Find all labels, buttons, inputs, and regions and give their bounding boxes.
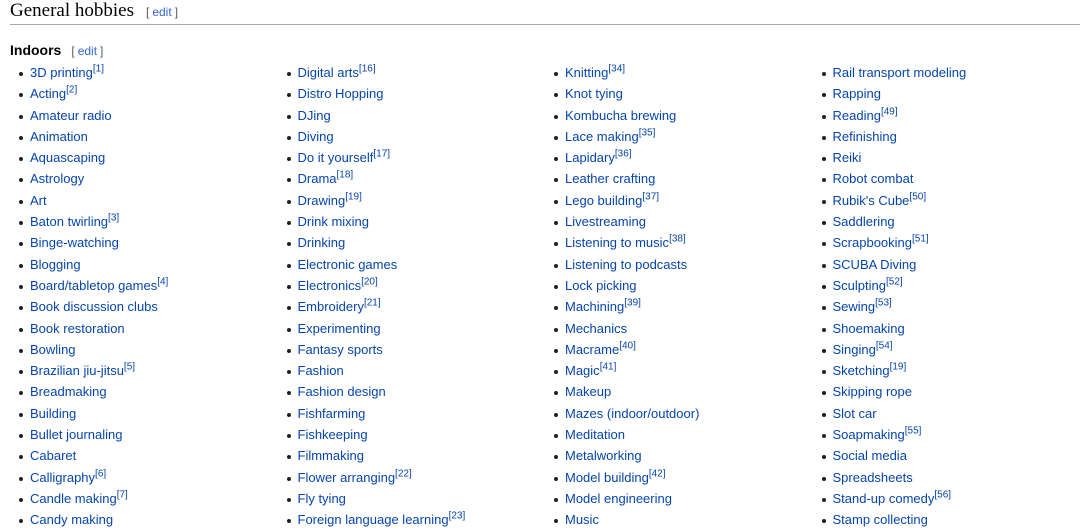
hobby-link[interactable]: Foreign language learning — [297, 512, 449, 528]
reference-link[interactable]: [52] — [885, 276, 903, 288]
hobby-link[interactable]: Livestreaming — [565, 214, 646, 230]
reference-link[interactable]: [41] — [599, 361, 617, 373]
hobby-link[interactable]: Bowling — [30, 341, 76, 357]
hobby-link[interactable]: Blogging — [30, 256, 81, 272]
list-item — [278, 83, 546, 104]
list-item — [10, 445, 278, 466]
list-item — [278, 424, 546, 445]
hobby-link[interactable]: Scrapbooking — [832, 235, 912, 251]
reference-link[interactable]: [40] — [619, 340, 636, 352]
reference-superscript — [669, 234, 686, 245]
list-item — [10, 105, 278, 126]
list-item — [278, 168, 546, 189]
hobby-link[interactable]: Book discussion clubs — [30, 299, 158, 315]
list-item — [545, 381, 813, 402]
hobby-link[interactable]: Acting — [30, 86, 67, 102]
reference-link[interactable]: [21] — [363, 297, 381, 309]
hobby-link[interactable]: Fashion design — [297, 384, 386, 400]
hobby-link[interactable]: Macrame — [565, 341, 620, 357]
list-item — [10, 488, 278, 509]
subsection-edit-button[interactable]: edit — [77, 44, 98, 58]
hobby-link[interactable]: DJing — [297, 107, 331, 123]
list-item — [545, 488, 813, 509]
hobby-link[interactable]: Music — [565, 512, 599, 528]
article-content — [10, 0, 1080, 59]
list-item — [10, 403, 278, 424]
list-item — [545, 232, 813, 253]
hobby-link[interactable]: Refinishing — [832, 128, 897, 144]
hobby-columns — [10, 62, 1080, 531]
hobby-link[interactable]: Candle making — [30, 490, 117, 506]
list-item — [545, 190, 813, 211]
hobby-link[interactable]: Knitting — [565, 65, 609, 80]
list-item — [278, 445, 546, 466]
reference-link[interactable]: [54] — [875, 340, 893, 352]
hobby-link[interactable]: Experimenting — [297, 320, 381, 336]
list-item — [278, 296, 546, 317]
hobby-column-4 — [813, 62, 1080, 531]
list-item — [10, 62, 278, 83]
reference-link[interactable]: [38] — [669, 234, 686, 246]
hobby-link[interactable]: Mazes (indoor/outdoor) — [565, 405, 700, 421]
hobby-link[interactable]: Drama — [297, 171, 337, 187]
hobby-link[interactable]: Fishkeeping — [297, 427, 368, 443]
list-item — [813, 381, 1080, 402]
hobby-link[interactable]: Electronics — [297, 277, 362, 293]
reference-link[interactable]: [49] — [880, 106, 898, 118]
hobby-link[interactable]: Model building — [565, 469, 649, 485]
list-item — [10, 318, 278, 339]
hobby-link[interactable]: Electronic games — [297, 256, 398, 272]
hobby-link[interactable]: Drawing — [297, 192, 346, 208]
reference-link[interactable]: [51] — [912, 234, 929, 246]
list-item — [813, 318, 1080, 339]
list-item — [813, 275, 1080, 296]
list-item — [545, 211, 813, 232]
hobby-link[interactable]: Soapmaking — [832, 427, 905, 443]
list-item — [278, 339, 546, 360]
list-item — [545, 403, 813, 424]
list-item — [545, 509, 813, 530]
reference-superscript — [449, 511, 466, 522]
section-edit-bracket-close: ] — [174, 5, 179, 19]
list-item — [545, 424, 813, 445]
reference-superscript — [337, 170, 354, 181]
hobby-link[interactable]: Reading — [832, 107, 881, 123]
list-item — [545, 467, 813, 488]
hobby-link[interactable]: Animation — [30, 128, 88, 144]
hobby-link[interactable]: Robot combat — [832, 171, 914, 187]
list-item — [813, 296, 1080, 317]
hobby-link[interactable]: Diving — [297, 128, 334, 144]
hobby-link[interactable]: Filmmaking — [297, 448, 364, 464]
hobby-link[interactable]: Digital arts — [297, 65, 359, 80]
list-item — [278, 381, 546, 402]
reference-superscript — [108, 213, 119, 224]
subsection-edit-bracket-open: [ — [71, 44, 75, 58]
list-item — [545, 168, 813, 189]
reference-superscript — [93, 64, 104, 75]
reference-superscript — [359, 64, 376, 75]
list-item — [278, 211, 546, 232]
list-item — [278, 275, 546, 296]
hobby-link[interactable]: Reiki — [832, 150, 862, 166]
list-item — [10, 339, 278, 360]
hobby-link[interactable]: Cabaret — [30, 448, 77, 464]
hobby-link[interactable]: Do it yourself — [297, 150, 374, 166]
reference-superscript — [876, 341, 893, 352]
list-item — [10, 232, 278, 253]
list-item — [10, 467, 278, 488]
hobby-link[interactable]: Binge-watching — [30, 235, 119, 251]
hobby-link[interactable]: Machining — [565, 299, 625, 315]
reference-superscript — [608, 64, 625, 75]
hobby-link[interactable]: Stamp collecting — [832, 512, 928, 528]
list-item — [10, 381, 278, 402]
reference-link[interactable]: [56] — [934, 489, 952, 501]
list-item — [278, 360, 546, 381]
reference-superscript — [373, 149, 390, 160]
list-item — [545, 360, 813, 381]
section-edit-link — [146, 5, 178, 19]
list-item — [813, 105, 1080, 126]
hobby-link[interactable]: Fly tying — [297, 490, 346, 506]
hobby-column-2 — [278, 62, 546, 531]
reference-link[interactable]: [19] — [889, 361, 907, 373]
reference-superscript — [909, 191, 926, 202]
hobby-link[interactable]: Metalworking — [565, 448, 642, 464]
list-item — [813, 488, 1080, 509]
list-item — [545, 339, 813, 360]
reference-link[interactable]: [53] — [875, 297, 892, 309]
section-heading — [10, 0, 1080, 25]
list-item — [813, 339, 1080, 360]
list-item — [278, 232, 546, 253]
reference-link[interactable]: [6] — [95, 468, 107, 480]
reference-link[interactable]: [34] — [608, 63, 626, 75]
reference-link[interactable]: [23] — [448, 510, 466, 522]
hobby-link[interactable]: Drink mixing — [297, 214, 370, 230]
list-item — [813, 254, 1080, 275]
hobby-link[interactable]: Meditation — [565, 427, 625, 443]
list-item — [813, 403, 1080, 424]
list-item — [278, 147, 546, 168]
hobby-link[interactable]: Listening to music — [565, 235, 670, 251]
hobby-link[interactable]: 3D printing — [30, 65, 93, 80]
reference-link[interactable]: [1] — [92, 63, 104, 75]
reference-link[interactable]: [2] — [66, 84, 78, 96]
hobby-link[interactable]: Knot tying — [565, 86, 623, 102]
reference-superscript — [66, 85, 77, 96]
reference-superscript — [117, 490, 128, 501]
list-item — [813, 360, 1080, 381]
hobby-link[interactable]: Social media — [832, 448, 907, 464]
hobby-link[interactable]: Listening to podcasts — [565, 256, 688, 272]
list-item — [278, 467, 546, 488]
hobby-link[interactable]: Book restoration — [30, 320, 125, 336]
reference-superscript — [361, 277, 378, 288]
hobby-link[interactable]: Embroidery — [297, 299, 364, 315]
list-item — [813, 190, 1080, 211]
hobby-link[interactable]: Rubik's Cube — [832, 192, 910, 208]
hobby-link[interactable]: Singing — [832, 341, 876, 357]
list-item — [813, 168, 1080, 189]
list-item — [10, 360, 278, 381]
reference-link[interactable]: [4] — [157, 276, 169, 288]
list-item — [10, 424, 278, 445]
reference-superscript — [905, 426, 922, 437]
hobby-link[interactable]: Amateur radio — [30, 107, 112, 123]
hobby-link[interactable]: Flower arranging — [297, 469, 396, 485]
list-item — [813, 147, 1080, 168]
hobby-link[interactable]: Lapidary — [565, 150, 615, 166]
reference-link[interactable]: [17] — [373, 148, 391, 160]
reference-link[interactable]: [18] — [336, 170, 354, 182]
reference-link[interactable]: [39] — [624, 297, 641, 309]
hobby-link[interactable]: Lock picking — [565, 277, 637, 293]
hobby-link[interactable]: Calligraphy — [30, 469, 96, 485]
list-item — [545, 62, 813, 83]
list-item — [813, 232, 1080, 253]
hobby-link[interactable]: Sculpting — [832, 277, 886, 293]
hobby-link[interactable]: Spreadsheets — [832, 469, 913, 485]
hobby-column-3 — [545, 62, 813, 531]
hobby-link[interactable]: Skipping rope — [832, 384, 912, 400]
list-item — [813, 211, 1080, 232]
list-item — [813, 445, 1080, 466]
hobby-link[interactable]: Distro Hopping — [297, 86, 384, 102]
reference-link[interactable]: [19] — [345, 191, 362, 203]
hobby-link[interactable]: Breadmaking — [30, 384, 107, 400]
hobby-link[interactable]: Candy making — [30, 512, 114, 528]
hobby-link[interactable]: Art — [30, 192, 47, 208]
hobby-link[interactable]: Baton twirling — [30, 214, 109, 230]
list-item — [278, 509, 546, 530]
reference-superscript — [881, 106, 898, 117]
hobby-column-1 — [10, 62, 278, 531]
hobby-link[interactable]: Rail transport modeling — [832, 65, 967, 80]
list-item — [278, 488, 546, 509]
reference-superscript — [615, 149, 632, 160]
hobby-link[interactable]: Slot car — [832, 405, 877, 421]
subsection-edit-link — [71, 44, 103, 58]
list-item — [813, 83, 1080, 104]
reference-superscript — [364, 298, 381, 309]
list-item — [278, 254, 546, 275]
list-item — [813, 467, 1080, 488]
reference-link[interactable]: [22] — [395, 468, 412, 480]
reference-link[interactable]: [5] — [123, 361, 136, 373]
list-item — [545, 445, 813, 466]
list-item — [813, 509, 1080, 530]
subsection-title: Indoors — [10, 42, 62, 58]
list-item — [278, 105, 546, 126]
reference-superscript — [890, 362, 907, 373]
list-item — [278, 318, 546, 339]
hobby-link[interactable]: Drinking — [297, 235, 346, 251]
section-title: General hobbies — [10, 0, 134, 21]
hobby-link[interactable]: Sewing — [832, 299, 876, 315]
list-item — [10, 275, 278, 296]
hobby-link[interactable]: Board/tabletop games — [30, 277, 158, 293]
reference-superscript — [124, 362, 135, 373]
reference-superscript — [395, 468, 412, 479]
hobby-link[interactable]: Makeup — [565, 384, 612, 400]
hobby-link[interactable]: Mechanics — [565, 320, 628, 336]
list-item — [545, 275, 813, 296]
reference-superscript — [886, 277, 903, 288]
list-item — [10, 190, 278, 211]
hobby-link[interactable]: Lace making — [565, 128, 639, 144]
hobby-link[interactable]: Lego building — [565, 192, 643, 208]
reference-superscript — [619, 341, 636, 352]
reference-superscript — [624, 298, 641, 309]
reference-link[interactable]: [35] — [638, 127, 656, 139]
hobby-link[interactable]: Bullet journaling — [30, 427, 123, 443]
subsection-heading — [10, 41, 1080, 59]
reference-link[interactable]: [36] — [614, 148, 632, 160]
list-item — [545, 126, 813, 147]
reference-superscript — [875, 298, 892, 309]
list-item — [545, 318, 813, 339]
section-edit-button[interactable]: edit — [152, 5, 172, 19]
list-item — [10, 168, 278, 189]
reference-superscript — [642, 191, 659, 202]
hobby-link[interactable]: Sketching — [832, 363, 890, 379]
reference-link[interactable]: [16] — [358, 63, 376, 75]
list-item — [278, 403, 546, 424]
hobby-link[interactable]: Brazilian jiu-jitsu — [30, 363, 124, 379]
reference-superscript — [600, 362, 617, 373]
reference-link[interactable]: [55] — [904, 425, 922, 437]
list-item — [813, 62, 1080, 83]
reference-link[interactable]: [20] — [361, 276, 378, 288]
list-item — [10, 147, 278, 168]
list-item — [10, 83, 278, 104]
reference-link[interactable]: [3] — [108, 212, 120, 224]
hobby-link[interactable]: Astrology — [30, 171, 85, 187]
reference-link[interactable]: [50] — [909, 191, 927, 203]
reference-link[interactable]: [37] — [642, 191, 660, 203]
hobby-link[interactable]: Saddlering — [832, 214, 895, 230]
list-item — [10, 126, 278, 147]
hobby-link[interactable]: Fashion — [297, 363, 344, 379]
list-item — [545, 105, 813, 126]
list-item — [813, 424, 1080, 445]
hobby-link[interactable]: Building — [30, 405, 77, 421]
reference-superscript — [912, 234, 929, 245]
list-item — [278, 190, 546, 211]
hobby-link[interactable]: Magic — [565, 363, 600, 379]
reference-link[interactable]: [42] — [648, 468, 666, 480]
hobby-link[interactable]: Fantasy sports — [297, 341, 383, 357]
hobby-link[interactable]: Aquascaping — [30, 150, 106, 166]
list-item — [545, 147, 813, 168]
list-item — [278, 62, 546, 83]
hobby-link[interactable]: Fishfarming — [297, 405, 366, 421]
hobby-link[interactable]: Shoemaking — [832, 320, 905, 336]
hobby-link[interactable]: Model engineering — [565, 490, 672, 506]
hobby-link[interactable]: Kombucha brewing — [565, 107, 677, 123]
list-item — [10, 211, 278, 232]
list-item — [813, 126, 1080, 147]
list-item — [278, 126, 546, 147]
list-item — [10, 254, 278, 275]
hobby-link[interactable]: SCUBA Diving — [832, 256, 917, 272]
list-item — [10, 509, 278, 530]
reference-superscript — [639, 128, 656, 139]
hobby-link[interactable]: Rapping — [832, 86, 881, 102]
reference-superscript — [157, 277, 168, 288]
list-item — [10, 296, 278, 317]
reference-superscript — [934, 490, 951, 501]
hobby-link[interactable]: Leather crafting — [565, 171, 656, 187]
hobby-link[interactable]: Stand-up comedy — [832, 490, 935, 506]
reference-superscript — [345, 191, 362, 202]
reference-link[interactable]: [7] — [116, 489, 128, 501]
reference-superscript — [649, 468, 666, 479]
list-item — [545, 296, 813, 317]
list-item — [545, 83, 813, 104]
reference-superscript — [95, 468, 106, 479]
list-item — [545, 254, 813, 275]
section-edit-bracket-open: [ — [145, 5, 150, 19]
subsection-edit-bracket-close: ] — [100, 44, 104, 58]
